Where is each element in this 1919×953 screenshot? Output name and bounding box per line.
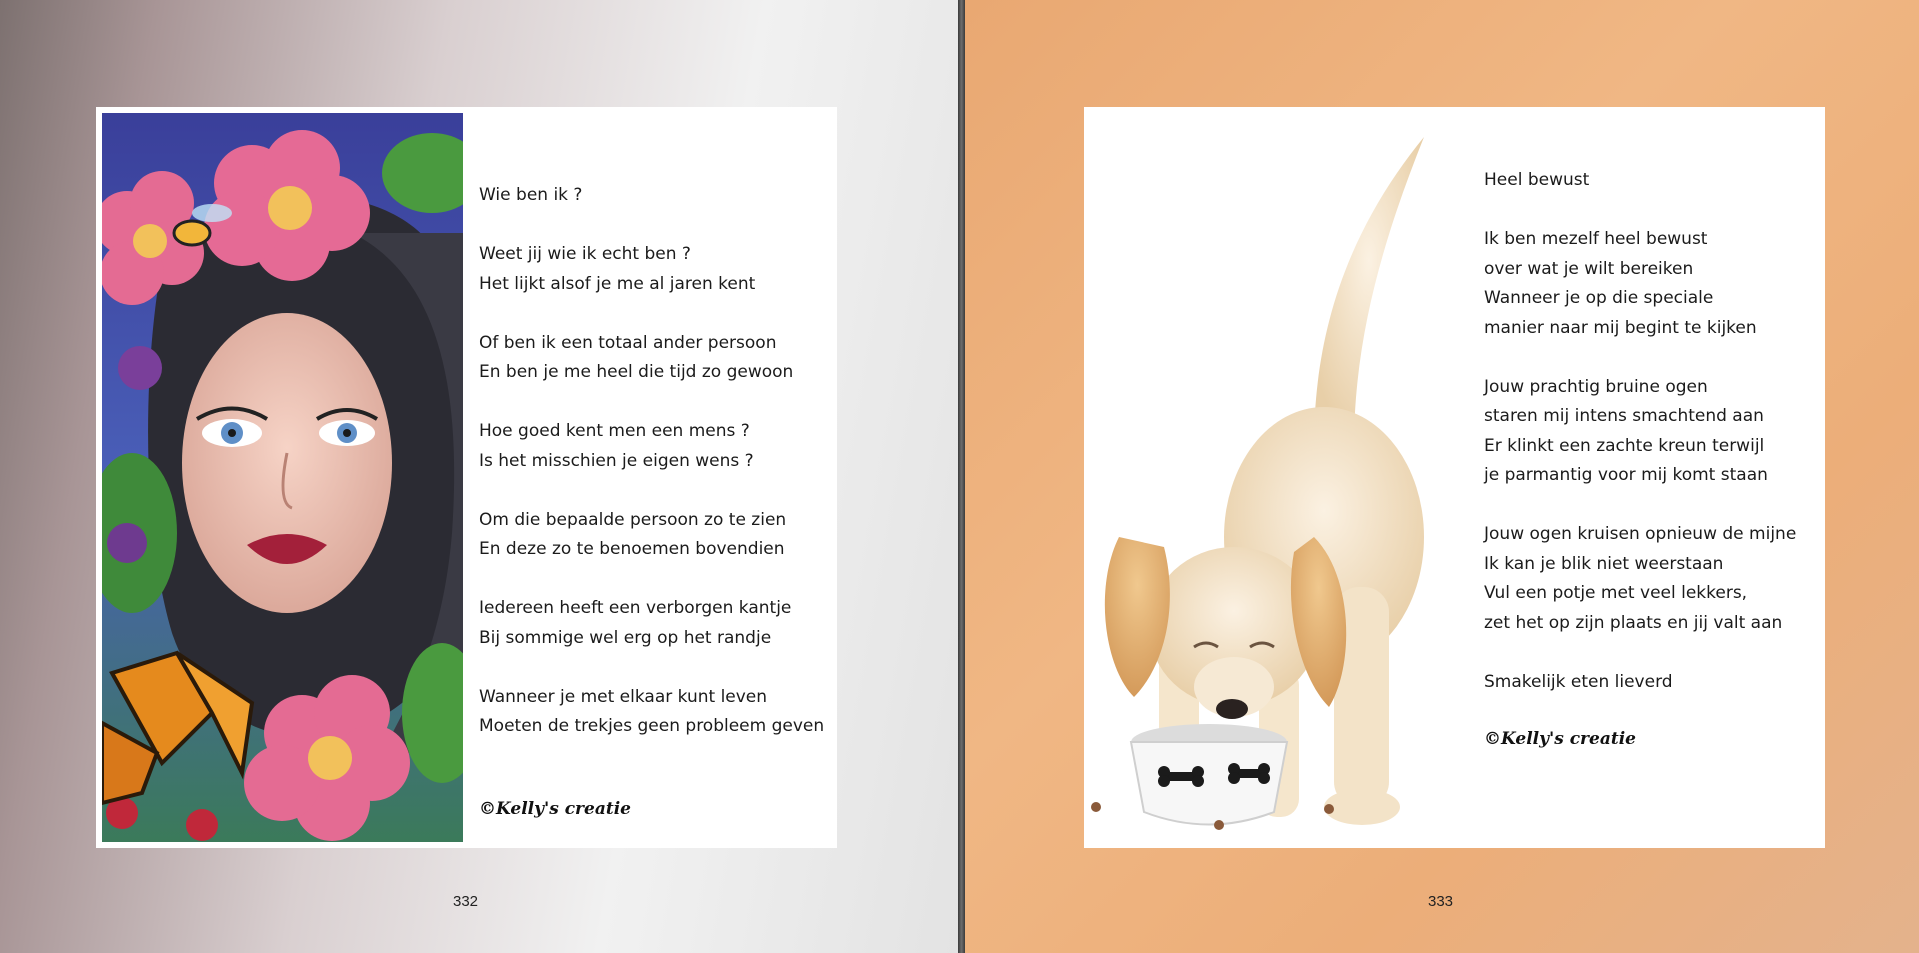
stanza [479, 506, 829, 565]
poem-card [1084, 107, 1825, 848]
poem-line: Jouw ogen kruisen opnieuw de mijne [1484, 524, 1797, 544]
poem-line: Of ben ik een totaal ander persoon [479, 332, 777, 353]
stanza [1484, 373, 1824, 491]
page-number: 333 [1428, 893, 1454, 910]
stanza [479, 417, 829, 476]
poem-heel-bewust [1484, 166, 1824, 697]
left-page [0, 0, 958, 953]
poem-line: Smakelijk eten lieverd [1484, 671, 1673, 692]
stanza [479, 683, 829, 742]
poem-line: Moeten de trekjes geen probleem geven [479, 716, 825, 736]
stanza [1484, 225, 1824, 343]
poem-line: Iedereen heeft een verborgen kantje [479, 598, 792, 618]
artwork-puppy-eating [1084, 107, 1464, 848]
woman-flowers-illustration [102, 113, 463, 842]
poem-line: Weet jij wie ik echt ben ? [479, 244, 691, 264]
poem-line: Wanneer je met elkaar kunt leven [479, 686, 768, 707]
poem-line: Het lijkt alsof je me al jaren kent [479, 273, 756, 294]
poem-line: staren mij intens smachtend aan [1484, 406, 1764, 426]
author-credit: ©Kelly's creatie [479, 799, 631, 819]
puppy-photo [1084, 107, 1464, 848]
poem-line: Jouw prachtig bruine ogen [1484, 376, 1708, 397]
poem-title: Heel bewust [1484, 170, 1590, 190]
author-credit: ©Kelly's creatie [1484, 729, 1636, 749]
poem-line: Wanneer je op die speciale [1484, 288, 1714, 308]
stanza [479, 329, 829, 388]
stanza [1484, 520, 1824, 638]
poem-line: Ik kan je blik niet weerstaan [1484, 553, 1724, 574]
poem-line: over wat je wilt bereiken [1484, 258, 1694, 279]
poem-line: En deze zo te benoemen bovendien [479, 539, 785, 559]
stanza [1484, 668, 1824, 698]
stanza [479, 594, 829, 653]
poem-line: En ben je me heel die tijd zo gewoon [479, 362, 794, 382]
stanza [479, 240, 829, 299]
poem-line: Er klinkt een zachte kreun terwijl [1484, 435, 1765, 456]
poem-wie-ben-ik [479, 181, 829, 742]
poem-line: Ik ben mezelf heel bewust [1484, 229, 1708, 249]
poem-line: Hoe goed kent men een mens ? [479, 421, 750, 441]
poem-card [96, 107, 837, 848]
page-number: 332 [453, 893, 479, 910]
poem-line: zet het op zijn plaats en jij valt aan [1484, 612, 1783, 633]
poem-line: Om die bepaalde persoon zo te zien [479, 509, 787, 530]
right-page [965, 0, 1919, 953]
book-spine [958, 0, 965, 953]
poem-line: Vul een potje met veel lekkers, [1484, 583, 1748, 603]
poem-line: Is het misschien je eigen wens ? [479, 450, 754, 471]
poem-line: Bij sommige wel erg op het randje [479, 627, 772, 648]
poem-line: je parmantig voor mij komt staan [1484, 465, 1768, 485]
artwork-woman-with-flowers [102, 113, 463, 842]
poem-line: manier naar mij begint te kijken [1484, 317, 1757, 338]
poem-title: Wie ben ik ? [479, 185, 583, 205]
